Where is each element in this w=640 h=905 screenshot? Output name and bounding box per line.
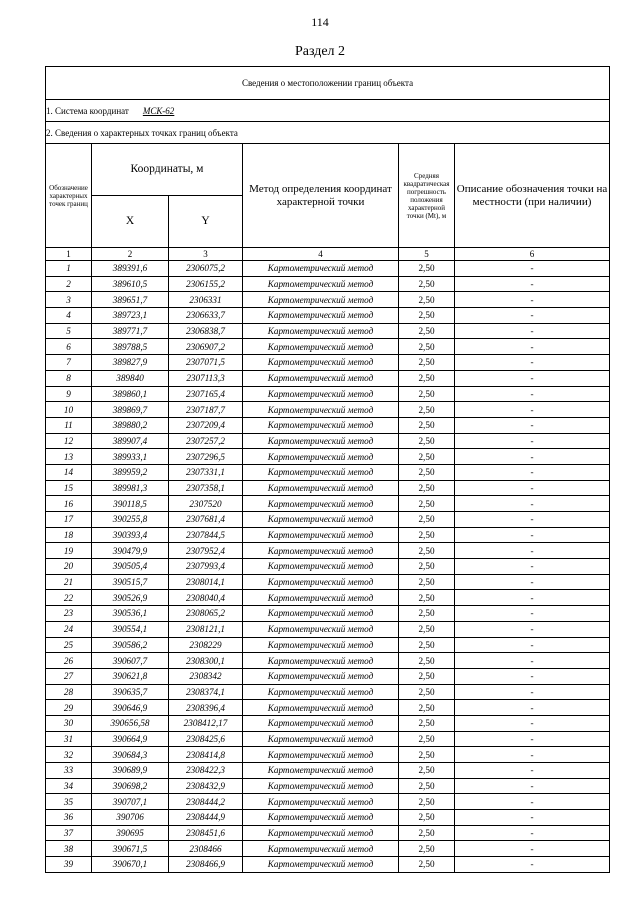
coord-x: 390479,9: [92, 543, 169, 559]
point-number: 33: [46, 763, 92, 779]
coord-y: 2308444,9: [169, 810, 243, 826]
point-number: 14: [46, 464, 92, 480]
coord-y: 2307681,4: [169, 512, 243, 528]
coord-x: 390698,2: [92, 778, 169, 794]
accuracy-cell: 2,50: [399, 590, 455, 606]
coord-y: 2307209,4: [169, 417, 243, 433]
description-cell: -: [455, 370, 610, 386]
coord-y: 2308444,2: [169, 794, 243, 810]
coord-y: 2307257,2: [169, 433, 243, 449]
accuracy-cell: 2,50: [399, 308, 455, 324]
description-cell: -: [455, 731, 610, 747]
accuracy-cell: 2,50: [399, 370, 455, 386]
description-cell: -: [455, 841, 610, 857]
method-cell: Картометрический метод: [243, 590, 399, 606]
column-number: 6: [455, 248, 610, 261]
method-cell: Картометрический метод: [243, 292, 399, 308]
accuracy-cell: 2,50: [399, 417, 455, 433]
method-cell: Картометрический метод: [243, 417, 399, 433]
point-number: 37: [46, 825, 92, 841]
coord-x: 390255,8: [92, 512, 169, 528]
accuracy-cell: 2,50: [399, 543, 455, 559]
coord-y: 2306155,2: [169, 276, 243, 292]
table-row: [46, 370, 610, 386]
column-number: 2: [92, 248, 169, 261]
description-cell: -: [455, 590, 610, 606]
coord-y: 2307187,7: [169, 402, 243, 418]
coord-y: 2308374,1: [169, 684, 243, 700]
description-cell: -: [455, 308, 610, 324]
point-number: 17: [46, 512, 92, 528]
coord-x: 389391,6: [92, 261, 169, 277]
coord-y: 2307296,5: [169, 449, 243, 465]
coord-y: 2307358,1: [169, 480, 243, 496]
column-number: 1: [46, 248, 92, 261]
table-row: [46, 449, 610, 465]
accuracy-cell: 2,50: [399, 731, 455, 747]
accuracy-cell: 2,50: [399, 464, 455, 480]
method-cell: Картометрический метод: [243, 841, 399, 857]
accuracy-cell: 2,50: [399, 559, 455, 575]
coord-y: 2308425,6: [169, 731, 243, 747]
accuracy-cell: 2,50: [399, 857, 455, 873]
coord-system-label: 1. Система координат: [46, 105, 129, 116]
table-row: [46, 778, 610, 794]
method-cell: Картометрический метод: [243, 778, 399, 794]
method-cell: Картометрический метод: [243, 480, 399, 496]
table-row: [46, 763, 610, 779]
coord-x: 390656,58: [92, 715, 169, 731]
coord-x: 389880,2: [92, 417, 169, 433]
coord-y: 2308432,9: [169, 778, 243, 794]
column-number: 3: [169, 248, 243, 261]
description-cell: -: [455, 606, 610, 622]
table-row: [46, 857, 610, 873]
method-cell: Картометрический метод: [243, 700, 399, 716]
table-row: [46, 543, 610, 559]
coord-y: 2306331: [169, 292, 243, 308]
point-number: 25: [46, 637, 92, 653]
coord-x: 389723,1: [92, 308, 169, 324]
point-number: 28: [46, 684, 92, 700]
point-number: 39: [46, 857, 92, 873]
table-row: [46, 606, 610, 622]
accuracy-cell: 2,50: [399, 653, 455, 669]
method-cell: Картометрический метод: [243, 731, 399, 747]
point-number: 26: [46, 653, 92, 669]
table-row: [46, 731, 610, 747]
coord-x: 390671,5: [92, 841, 169, 857]
coord-x: 390695: [92, 825, 169, 841]
coord-y: 2308014,1: [169, 574, 243, 590]
method-cell: Картометрический метод: [243, 512, 399, 528]
point-number: 16: [46, 496, 92, 512]
method-cell: Картометрический метод: [243, 496, 399, 512]
coord-y: 2308451,6: [169, 825, 243, 841]
description-cell: -: [455, 684, 610, 700]
description-cell: -: [455, 512, 610, 528]
page-number: 114: [311, 15, 329, 29]
coord-x: 390393,4: [92, 527, 169, 543]
coord-x: 390646,9: [92, 700, 169, 716]
point-number: 9: [46, 386, 92, 402]
method-cell: Картометрический метод: [243, 810, 399, 826]
coord-y: 2306907,2: [169, 339, 243, 355]
method-cell: Картометрический метод: [243, 621, 399, 637]
point-number: 38: [46, 841, 92, 857]
point-number: 6: [46, 339, 92, 355]
point-number: 12: [46, 433, 92, 449]
coord-x: 389860,1: [92, 386, 169, 402]
point-number: 22: [46, 590, 92, 606]
description-cell: -: [455, 292, 610, 308]
coord-y: 2306838,7: [169, 323, 243, 339]
table-row: [46, 261, 610, 277]
point-number: 21: [46, 574, 92, 590]
description-cell: -: [455, 653, 610, 669]
method-cell: Картометрический метод: [243, 574, 399, 590]
coord-x: 389827,9: [92, 355, 169, 371]
coord-y: 2307071,5: [169, 355, 243, 371]
point-number: 20: [46, 559, 92, 575]
table-row: [46, 464, 610, 480]
coord-y: 2308466,9: [169, 857, 243, 873]
accuracy-cell: 2,50: [399, 496, 455, 512]
method-cell: Картометрический метод: [243, 261, 399, 277]
method-cell: Картометрический метод: [243, 794, 399, 810]
table-row: [46, 574, 610, 590]
table-row: [46, 480, 610, 496]
coord-x: 390586,2: [92, 637, 169, 653]
method-cell: Картометрический метод: [243, 763, 399, 779]
point-number: 18: [46, 527, 92, 543]
point-number: 10: [46, 402, 92, 418]
coord-y: 2307952,4: [169, 543, 243, 559]
coord-x: 389981,3: [92, 480, 169, 496]
accuracy-cell: 2,50: [399, 480, 455, 496]
description-cell: -: [455, 339, 610, 355]
coord-y: 2308414,8: [169, 747, 243, 763]
accuracy-cell: 2,50: [399, 778, 455, 794]
method-cell: Картометрический метод: [243, 386, 399, 402]
description-cell: -: [455, 527, 610, 543]
accuracy-cell: 2,50: [399, 449, 455, 465]
table-row: [46, 276, 610, 292]
coord-y: 2308396,4: [169, 700, 243, 716]
coord-x: 390505,4: [92, 559, 169, 575]
method-cell: Картометрический метод: [243, 606, 399, 622]
point-number: 5: [46, 323, 92, 339]
accuracy-cell: 2,50: [399, 606, 455, 622]
table-row: [46, 433, 610, 449]
coord-x: 389933,1: [92, 449, 169, 465]
coord-x: 390706: [92, 810, 169, 826]
description-cell: -: [455, 464, 610, 480]
method-cell: Картометрический метод: [243, 449, 399, 465]
method-cell: Картометрический метод: [243, 402, 399, 418]
table-row: [46, 496, 610, 512]
point-number: 19: [46, 543, 92, 559]
table-row: [46, 417, 610, 433]
point-number: 3: [46, 292, 92, 308]
method-cell: Картометрический метод: [243, 747, 399, 763]
point-number: 7: [46, 355, 92, 371]
accuracy-cell: 2,50: [399, 621, 455, 637]
point-number: 2: [46, 276, 92, 292]
table-row: [46, 715, 610, 731]
coord-x: 390526,9: [92, 590, 169, 606]
table-row: [46, 339, 610, 355]
column-number: 5: [399, 248, 455, 261]
accuracy-cell: 2,50: [399, 292, 455, 308]
method-cell: Картометрический метод: [243, 355, 399, 371]
accuracy-cell: 2,50: [399, 402, 455, 418]
accuracy-cell: 2,50: [399, 684, 455, 700]
header-x: X: [92, 196, 169, 248]
description-cell: -: [455, 449, 610, 465]
description-cell: -: [455, 825, 610, 841]
point-number: 36: [46, 810, 92, 826]
coord-y: 2308300,1: [169, 653, 243, 669]
accuracy-cell: 2,50: [399, 825, 455, 841]
coord-x: 389610,5: [92, 276, 169, 292]
coord-x: 390684,3: [92, 747, 169, 763]
table-row: [46, 527, 610, 543]
method-cell: Картометрический метод: [243, 668, 399, 684]
accuracy-cell: 2,50: [399, 637, 455, 653]
coord-y: 2307331,1: [169, 464, 243, 480]
description-cell: -: [455, 386, 610, 402]
description-cell: -: [455, 574, 610, 590]
accuracy-cell: 2,50: [399, 841, 455, 857]
accuracy-cell: 2,50: [399, 763, 455, 779]
description-cell: -: [455, 857, 610, 873]
method-cell: Картометрический метод: [243, 653, 399, 669]
accuracy-cell: 2,50: [399, 355, 455, 371]
header-coordinates: Координаты, м: [92, 144, 243, 196]
method-cell: Картометрический метод: [243, 715, 399, 731]
header-method: Метод определения координат характерной точки: [243, 144, 399, 248]
description-cell: -: [455, 778, 610, 794]
accuracy-cell: 2,50: [399, 794, 455, 810]
method-cell: Картометрический метод: [243, 527, 399, 543]
coord-system-row: [46, 100, 610, 122]
description-cell: -: [455, 700, 610, 716]
description-cell: -: [455, 559, 610, 575]
coord-y: 2307520: [169, 496, 243, 512]
point-number: 24: [46, 621, 92, 637]
description-cell: -: [455, 323, 610, 339]
point-number: 34: [46, 778, 92, 794]
method-cell: Картометрический метод: [243, 559, 399, 575]
points-heading: 2. Сведения о характерных точках границ объекта: [46, 122, 610, 144]
description-cell: -: [455, 810, 610, 826]
point-number: 23: [46, 606, 92, 622]
description-cell: -: [455, 747, 610, 763]
method-cell: Картометрический метод: [243, 323, 399, 339]
coord-x: 390664,9: [92, 731, 169, 747]
method-cell: Картометрический метод: [243, 857, 399, 873]
header-accuracy: Средняя квадратическая погрешность положения характерной точки (Mt), м: [399, 144, 455, 248]
accuracy-cell: 2,50: [399, 339, 455, 355]
coord-y: 2307113,3: [169, 370, 243, 386]
coord-y: 2308466: [169, 841, 243, 857]
accuracy-cell: 2,50: [399, 527, 455, 543]
coord-y: 2308065,2: [169, 606, 243, 622]
description-cell: -: [455, 668, 610, 684]
coord-x: 390689,9: [92, 763, 169, 779]
point-number: 4: [46, 308, 92, 324]
accuracy-cell: 2,50: [399, 715, 455, 731]
description-cell: -: [455, 480, 610, 496]
coord-x: 389840: [92, 370, 169, 386]
description-cell: -: [455, 433, 610, 449]
description-cell: -: [455, 715, 610, 731]
table-row: [46, 794, 610, 810]
table-row: [46, 402, 610, 418]
point-number: 29: [46, 700, 92, 716]
coord-system-value: МСК-62: [142, 105, 175, 116]
coord-x: 389771,7: [92, 323, 169, 339]
table-row: [46, 684, 610, 700]
table-row: [46, 825, 610, 841]
coord-y: 2308412,17: [169, 715, 243, 731]
header-point-designation: Обозначение характерных точек границ: [46, 144, 92, 248]
header-y: Y: [169, 196, 243, 248]
point-number: 8: [46, 370, 92, 386]
coord-y: 2308422,3: [169, 763, 243, 779]
table-row: [46, 292, 610, 308]
accuracy-cell: 2,50: [399, 386, 455, 402]
accuracy-cell: 2,50: [399, 276, 455, 292]
accuracy-cell: 2,50: [399, 261, 455, 277]
coord-x: 389651,7: [92, 292, 169, 308]
table-row: [46, 512, 610, 528]
table-row: [46, 668, 610, 684]
block-title: Сведения о местоположении границ объекта: [46, 67, 610, 100]
table-row: [46, 308, 610, 324]
point-number: 31: [46, 731, 92, 747]
point-number: 35: [46, 794, 92, 810]
accuracy-cell: 2,50: [399, 668, 455, 684]
table-row: [46, 559, 610, 575]
table-row: [46, 355, 610, 371]
coord-x: 390554,1: [92, 621, 169, 637]
accuracy-cell: 2,50: [399, 810, 455, 826]
accuracy-cell: 2,50: [399, 574, 455, 590]
coord-y: 2308342: [169, 668, 243, 684]
coord-x: 390635,7: [92, 684, 169, 700]
description-cell: -: [455, 621, 610, 637]
coord-x: 389907,4: [92, 433, 169, 449]
description-cell: -: [455, 261, 610, 277]
coord-y: 2306633,7: [169, 308, 243, 324]
coord-x: 390607,7: [92, 653, 169, 669]
point-number: 15: [46, 480, 92, 496]
point-number: 1: [46, 261, 92, 277]
coord-x: 390536,1: [92, 606, 169, 622]
coord-x: 390621,8: [92, 668, 169, 684]
description-cell: -: [455, 543, 610, 559]
description-cell: -: [455, 276, 610, 292]
table-row: [46, 810, 610, 826]
section-title: Раздел 2: [294, 44, 346, 59]
boundary-points-table: [45, 66, 610, 873]
coord-x: 390670,1: [92, 857, 169, 873]
coord-x: 390515,7: [92, 574, 169, 590]
point-number: 13: [46, 449, 92, 465]
table-row: [46, 323, 610, 339]
coord-x: 389788,5: [92, 339, 169, 355]
table-row: [46, 653, 610, 669]
point-number: 27: [46, 668, 92, 684]
method-cell: Картометрический метод: [243, 276, 399, 292]
table-row: [46, 747, 610, 763]
column-number: 4: [243, 248, 399, 261]
method-cell: Картометрический метод: [243, 684, 399, 700]
coord-y: 2308040,4: [169, 590, 243, 606]
method-cell: Картометрический метод: [243, 825, 399, 841]
method-cell: Картометрический метод: [243, 433, 399, 449]
coord-x: 390707,1: [92, 794, 169, 810]
coord-x: 389869,7: [92, 402, 169, 418]
accuracy-cell: 2,50: [399, 747, 455, 763]
point-number: 11: [46, 417, 92, 433]
accuracy-cell: 2,50: [399, 512, 455, 528]
method-cell: Картометрический метод: [243, 543, 399, 559]
description-cell: -: [455, 794, 610, 810]
coord-y: 2307844,5: [169, 527, 243, 543]
method-cell: Картометрический метод: [243, 339, 399, 355]
method-cell: Картометрический метод: [243, 637, 399, 653]
accuracy-cell: 2,50: [399, 700, 455, 716]
description-cell: -: [455, 355, 610, 371]
table-row: [46, 637, 610, 653]
method-cell: Картометрический метод: [243, 308, 399, 324]
table-row: [46, 590, 610, 606]
description-cell: -: [455, 496, 610, 512]
description-cell: -: [455, 417, 610, 433]
table-row: [46, 386, 610, 402]
coord-y: 2307993,4: [169, 559, 243, 575]
table-row: [46, 841, 610, 857]
method-cell: Картометрический метод: [243, 464, 399, 480]
coord-x: 389959,2: [92, 464, 169, 480]
accuracy-cell: 2,50: [399, 323, 455, 339]
coord-y: 2307165,4: [169, 386, 243, 402]
description-cell: -: [455, 402, 610, 418]
header-description: Описание обозначения точки на местности (при наличии): [455, 144, 610, 248]
description-cell: -: [455, 637, 610, 653]
coord-y: 2308229: [169, 637, 243, 653]
table-row: [46, 700, 610, 716]
coord-x: 390118,5: [92, 496, 169, 512]
coord-y: 2308121,1: [169, 621, 243, 637]
table-row: [46, 621, 610, 637]
coord-y: 2306075,2: [169, 261, 243, 277]
description-cell: -: [455, 763, 610, 779]
accuracy-cell: 2,50: [399, 433, 455, 449]
point-number: 30: [46, 715, 92, 731]
method-cell: Картометрический метод: [243, 370, 399, 386]
point-number: 32: [46, 747, 92, 763]
